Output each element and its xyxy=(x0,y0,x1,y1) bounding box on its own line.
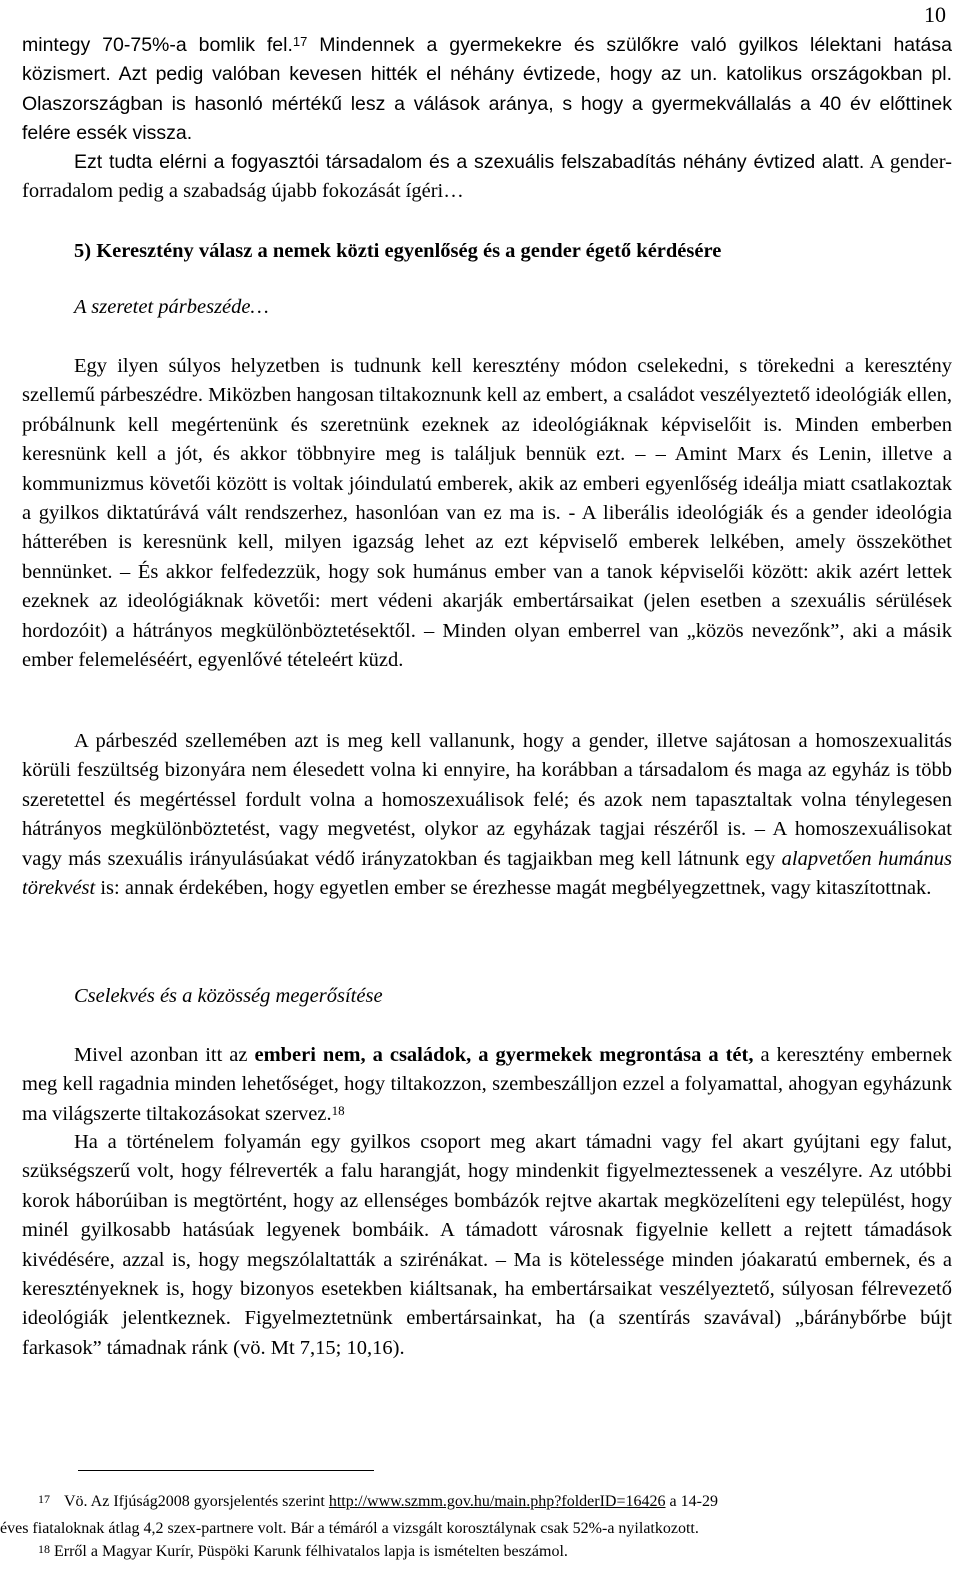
paragraph-text: Mindennek a gyermekekre és szülőkre való gyilkos lélektani hatása közismert. Azt pedig valóban kevesen hitték el néhány évtizede, hogy az un. katolikus országokban pl. Olaszországban is hasonló mértékű lesz a válások aránya, s hogy a gyermekvállalás a 40 év előttinek felére essék vissza. xyxy=(22,34,952,145)
footnote-number: 18 xyxy=(38,1542,50,1556)
footnote-number: 17 xyxy=(38,1492,50,1506)
page-number: 10 xyxy=(924,2,946,27)
paragraph-continued xyxy=(22,31,952,149)
paragraph-text: Ezt tudta elérni a fogyasztói társadalom és a szexuális felszabadítás néhány évtized alatt. xyxy=(74,151,865,173)
paragraph-text: A gender-forradalom pedig a szabadság újabb fokozását ígéri… xyxy=(22,151,953,203)
paragraph-gender xyxy=(22,727,952,903)
paragraph-text: mintegy 70-75%-a bomlik fel. xyxy=(22,34,293,56)
footnote-text: a 14-29 xyxy=(669,1493,718,1510)
paragraph-dialogue: Egy ilyen súlyos helyzetben is tudnunk kell keresztény módon cselekedni, s törekedni a keresztény szellemű párbeszédre. Miközben hangosan tiltakoznunk kell az embert, a családot veszélyeztető ideológiák ellen, próbálnunk kell megértenünk és szeretnünk ezeknek az ideológiáknak képviselőit is. Minden emberben keresnünk kell a jót, és akkor többnyire meg is találjuk bennük ezt. – – Amint Marx és Lenin, illetve a kommunizmus követői között is voltak jóindulatú emberek, akik az emberi egyenlőség ideálja miatt csatlakoztak a gyilkos diktatúrává vált rendszerhez, hasonlóan van ez ma is. - A liberális ideológiák és a gender ideológia hátterében is keresnünk kell, milyen igazság lehet az ezt képviselő emberek lelkében, amely összeköthet bennünket. – És akkor felfedezzük, hogy sok humánus ember van a tanok képviselői között: akik azért lettek ezeknek az ideológiáknak követői: mert védeni akarják embertársaikat (jelen esetben a szexuális sérülések hordozóit) a hátrányos megkülönböztetésektől. – Minden olyan emberrel van „közös nevezőnk”, aki a másik ember felemeléséért, egyenlővé tételeért küzd. xyxy=(22,355,952,672)
subheading-action: Cselekvés és a közösség megerősítése xyxy=(74,985,383,1007)
footnote-17 xyxy=(38,1490,960,1514)
footnote-text: Vö. Az Ifjúság2008 gyorsjelentés szerint xyxy=(64,1493,325,1510)
paragraph-warning: Ha a történelem folyamán egy gyilkos csoport meg akart támadni vagy fel akart gyújtani egy falut, szükségszerű volt, hogy félreverték a falu harangját, hogy mindenkit figyelmeztessenek a veszélyre. Az utóbbi korok háborúiban is megtörtént, hogy az ellenséges bombázók rejtve akartak megközelíteni egy települést, hogy minél gyilkosabb hatásúak legyenek bombáik. A támadott városnak figyelnie kellett a rejtett támadások kivédésére, azzal is, hogy megszólaltatták a szirénákat. – Ma is kötelessége minden jóakaratú embernek, és a keresztényeknek is, hogy bizonyos esetekben kiáltsanak, ha embertársaikat veszélyeztető, súlyosan félrevezető ideológiák jelentkeznek. Figyelmeztetnünk embertársainkat, ha (a szentírás szavával) „báránybőrbe bújt farkasok” támadnak ránk (vö. Mt 7,15; 10,16). xyxy=(22,1131,952,1359)
paragraph-consumer-society xyxy=(22,148,952,207)
paragraph-action xyxy=(22,1041,952,1129)
footnote-17-continued: éves fiataloknak átlag 4,2 szex-partnere volt. Bár a témáról a vizsgált korosztálynak csak 52%-a nyilatkozott. xyxy=(0,1520,699,1537)
subheading-dialogue: A szeretet párbeszéde… xyxy=(74,296,269,318)
emphasis-text: alapvetően humánus törekvést xyxy=(22,847,952,900)
footnote-ref-18[interactable]: 18 xyxy=(331,1102,345,1118)
paragraph-text: is: annak érdekében, hogy egyetlen ember se érezhesse magát megbélyegzettnek, vagy kitaszítottnak. xyxy=(95,877,932,900)
footnote-ref-17[interactable]: 17 xyxy=(292,34,308,49)
paragraph-text: A párbeszéd szellemében azt is meg kell vallanunk, hogy a gender, illetve sajátosan a homoszexualitás körüli feszültség bizonyára nem élesedett volna ki ennyire, ha korábban a társadalom és maga az egyház is több szeretettel és megértéssel fordult volna a homoszexuálisok felé; és azok nem tapasztaltak volna ténylegesen hátrányos megkülönböztetést, vagy megvetést, olykor az egyházak tagjai részéről is. – A homoszexuálisokat vagy más szexuális irányulásúakat védő irányzatokban és tagjaikban meg kell látnunk egy xyxy=(22,730,952,870)
footnote-link[interactable]: http://www.szmm.gov.hu/main.php?folderID=16426 xyxy=(328,1493,666,1510)
bold-text: emberi nem, a családok, a gyermekek megrontása a tét, xyxy=(254,1044,754,1066)
section-heading: 5) Keresztény válasz a nemek közti egyenlőség és a gender égető kérdésére xyxy=(74,240,722,262)
footnote-18 xyxy=(38,1540,960,1564)
footnote-text: Erről a Magyar Kurír, Püspöki Karunk félhivatalos lapja is ismételten beszámol. xyxy=(54,1543,568,1560)
paragraph-text: Mivel azonban itt az xyxy=(74,1044,255,1066)
footnote-separator xyxy=(78,1470,374,1471)
paragraph-text: a keresztény embernek meg kell ragadnia minden lehetőséget, hogy tiltakozzon, szembeszálljon ezzel a folyamattal, ahogyan egyházunk ma világszerte tiltakozásokat szervez. xyxy=(22,1044,952,1125)
